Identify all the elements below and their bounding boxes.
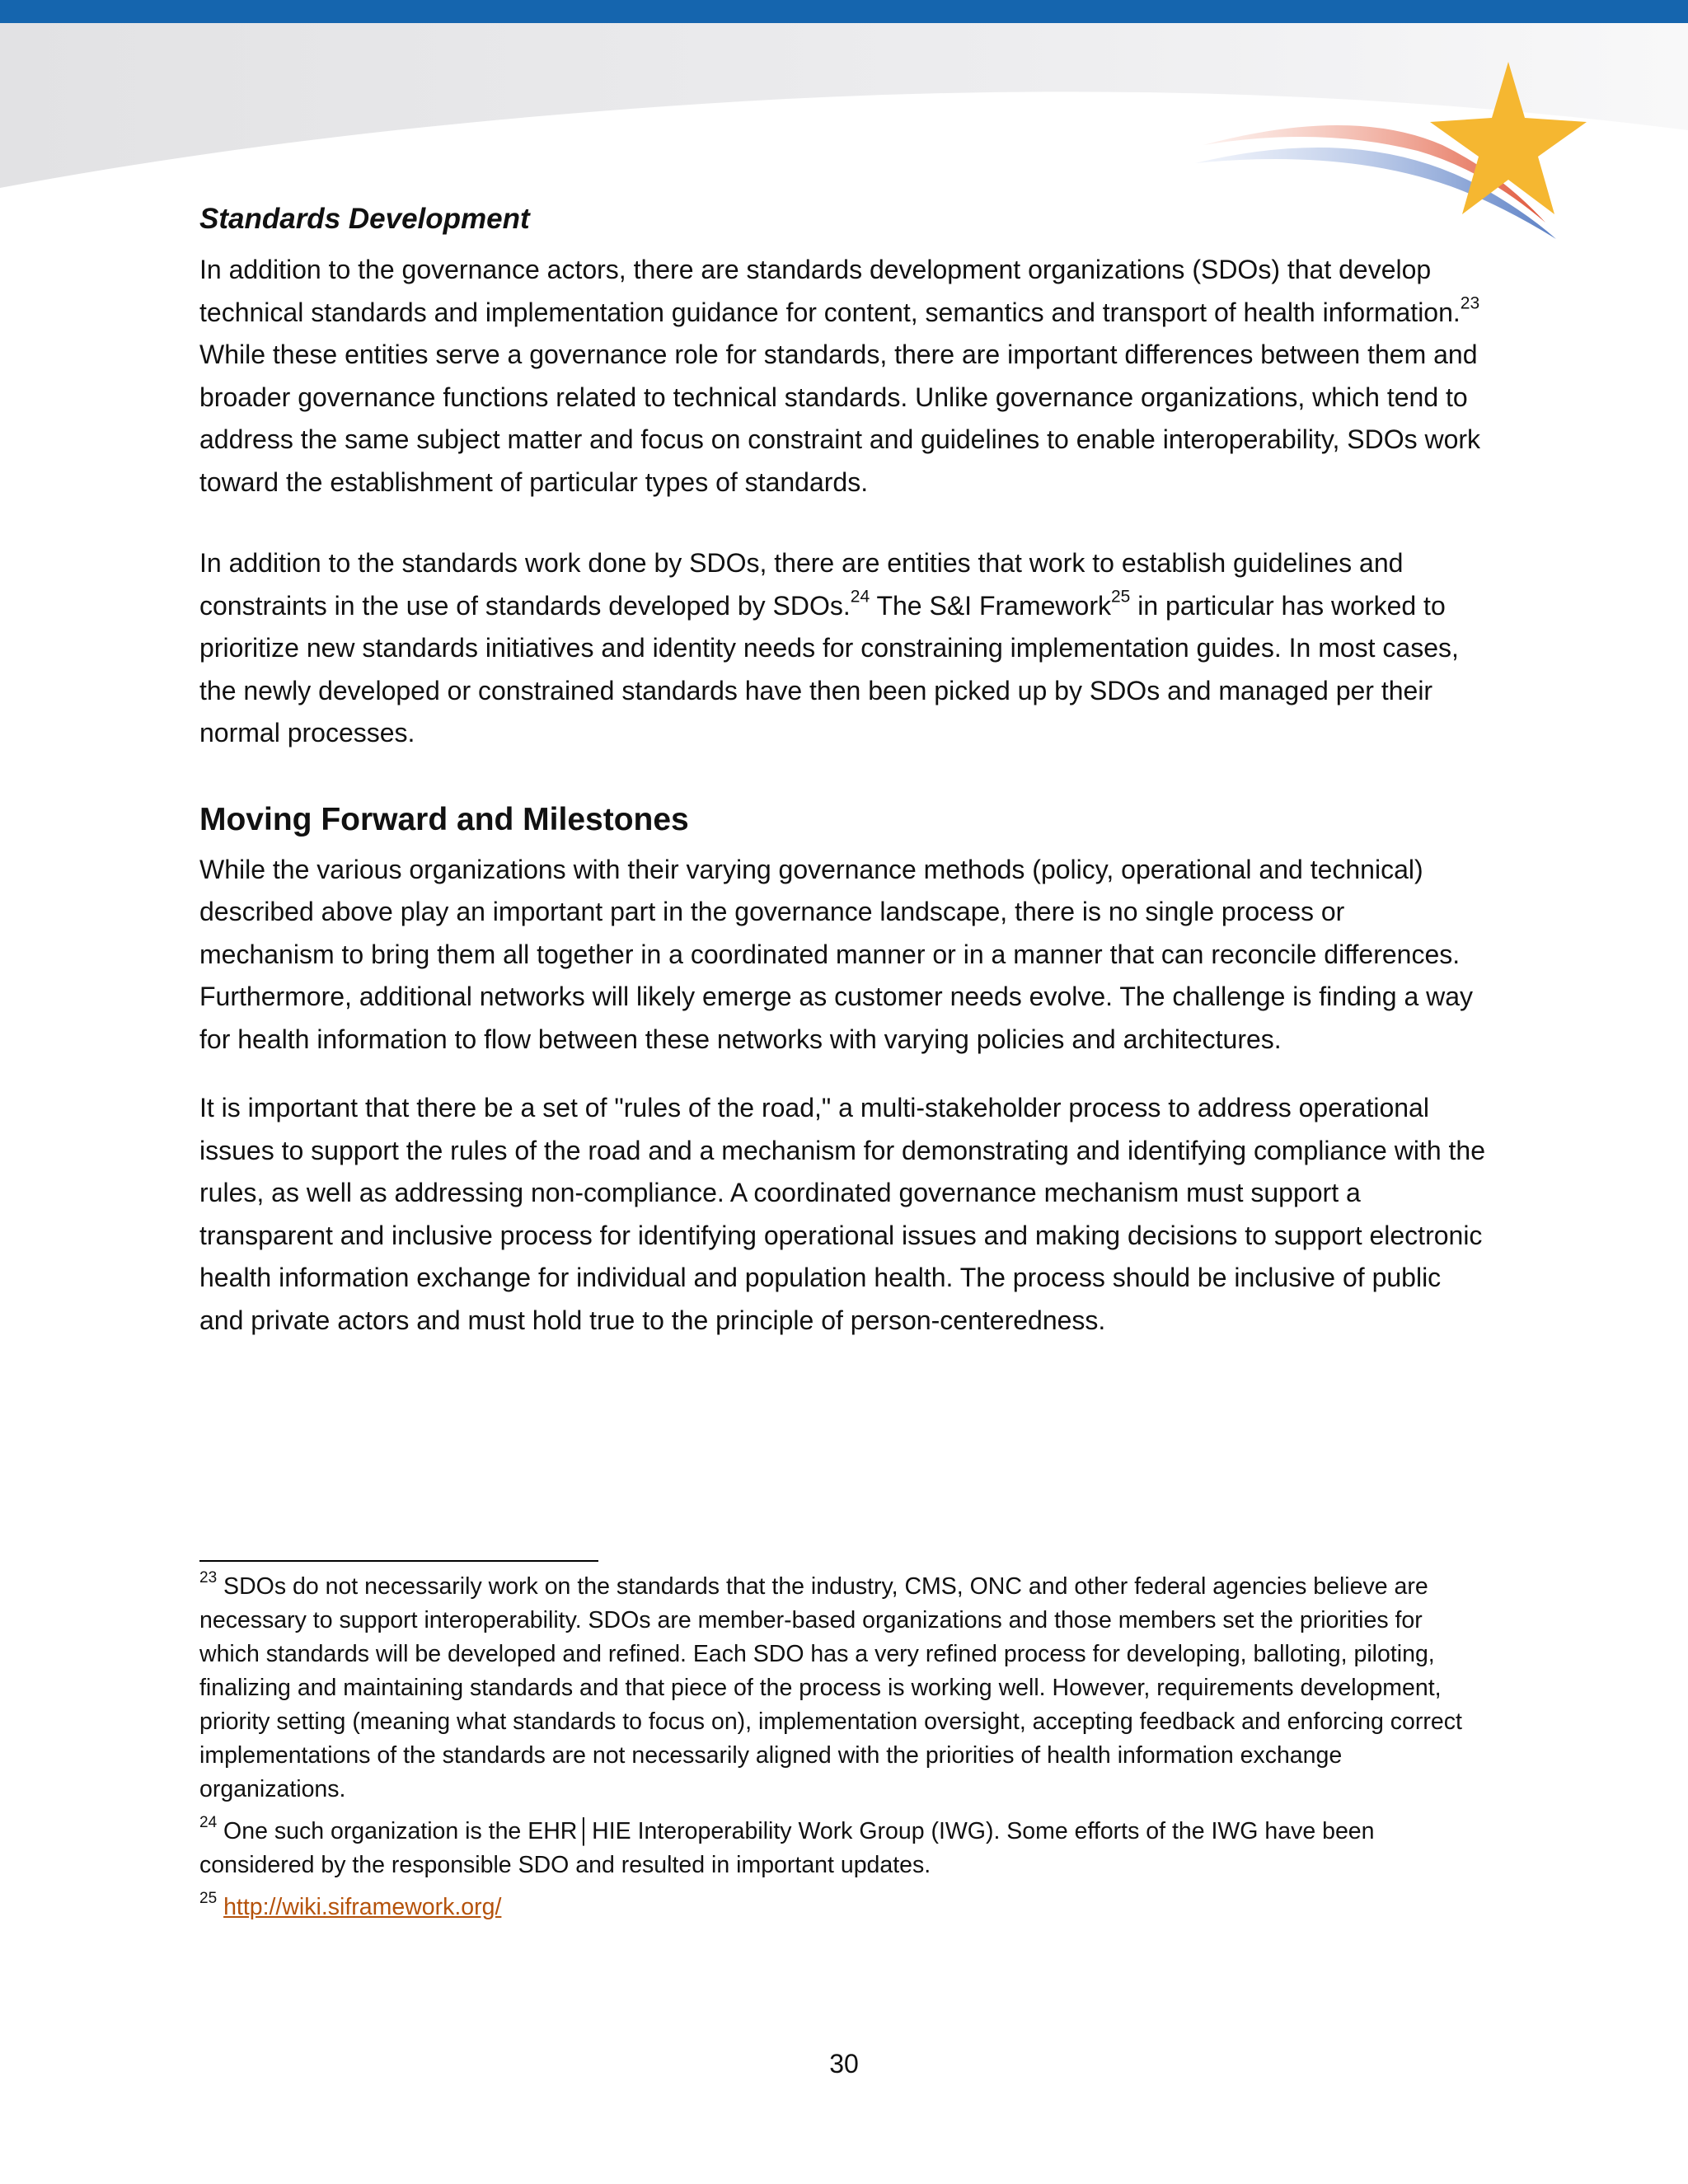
standards-paragraph-2: In addition to the standards work done by SDOs, there are entities that work to establish guidelines and constraints in the use of standards developed by SDOs.$^{24}$ The S&I Framework$^{25}$ in particular has worked to prioritize new standards initiatives and identity needs for constraining implementation guides. In most cases, the newly developed or constrained standards have then been picked up by SDOs and managed per their normal processes.	[199, 548, 1459, 748]
footnote-ref-25[interactable]: 25	[1110, 586, 1131, 606]
siframework-link[interactable]: http://wiki.siframework.org/	[223, 1894, 502, 1920]
standards-development-heading: Standards Development	[199, 203, 530, 235]
main-content	[199, 198, 1485, 1342]
footnotes-section	[199, 1560, 1485, 1924]
page-number: 30	[829, 2049, 859, 2079]
grey-header-arc	[0, 23, 1688, 188]
footnote-24: $^{24}$ One such organization is the EHR│HIE Interoperability Work Group (IWG). Some efforts of the IWG have been considered by the responsible SDO and resulted in important updates.	[199, 1813, 1375, 1878]
standards-paragraph-1: In addition to the governance actors, there are standards development organizations (SDOs) that develop technical standards and implementation guidance for content, semantics and transport of health information.$^{23}$ While these entities serve a governance role for standards, there are important differences between them and broader governance functions related to technical standards. Unlike governance organizations, which tend to address the same subject matter and focus on constraint and guidelines to enable interoperability, SDOs work toward the establishment of particular types of standards.	[199, 255, 1481, 497]
footnote-25: $^{25}$ http://wiki.siframework.org/	[199, 1889, 502, 1920]
footnote-separator	[199, 1560, 598, 1562]
moving-forward-paragraph-2: It is important that there be a set of "rules of the road," a multi-stakeholder process to address operational issues to support the rules of the road and a mechanism for demonstrating and identifying compliance with the rules, as well as addressing non-compliance. A coordinated governance mechanism must support a transparent and inclusive process for identifying operational issues and making decisions to support electronic health information exchange for individual and population health. The process should be inclusive of public and private actors and must hold true to the principle of person-centeredness.	[199, 1093, 1485, 1335]
moving-forward-heading: Moving Forward and Milestones	[199, 801, 689, 837]
footnote-ref-23[interactable]: 23	[1460, 293, 1480, 312]
footnote-ref-24[interactable]: 24	[850, 586, 870, 606]
top-header-bar	[0, 0, 1688, 23]
moving-forward-paragraph-1: While the various organizations with their varying governance methods (policy, operational and technical) described above play an important part in the governance landscape, there is no single process or mechanism to bring them all together in a coordinated manner or in a manner that can reconcile differences. Furthermore, additional networks will likely emerge as customer needs evolve. The challenge is finding a way for health information to flow between these networks with varying policies and architectures.	[199, 854, 1474, 1054]
footnote-23: $^{23}$ SDOs do not necessarily work on the standards that the industry, CMS, ONC and other federal agencies believe are necessary to support interoperability. SDOs are member-based organizations and those members set the priorities for which standards will be developed and refined. Each SDO has a very refined process for developing, balloting, piloting, finalizing and maintaining standards and that piece of the process is working well. However, requirements development, priority setting (meaning what standards to focus on), implementation oversight, accepting feedback and enforcing correct implementations of the standards are not necessarily aligned with the priorities of health information exchange organizations.	[199, 1568, 1462, 1802]
